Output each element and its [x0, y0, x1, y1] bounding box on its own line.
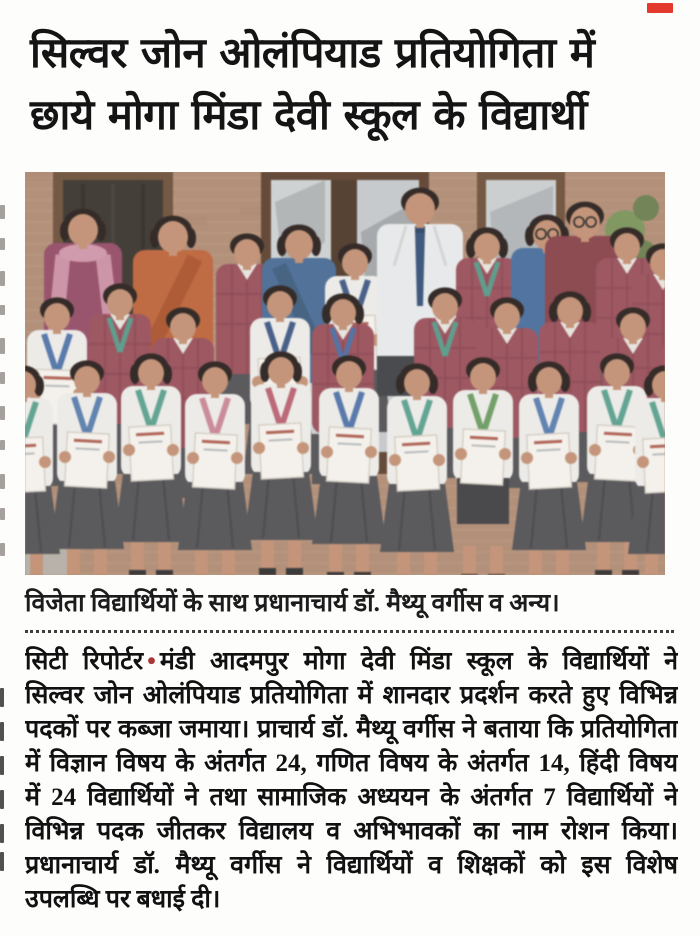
edge-artifact: [0, 722, 4, 741]
edge-artifact: [0, 790, 4, 809]
edge-artifact: [0, 852, 4, 871]
photo-caption: विजेता विद्यार्थियों के साथ प्रधानाचार्य डॉ. मैथ्यू वर्गीस व अन्य।: [25, 590, 560, 617]
article-line: [25, 645, 678, 679]
article-line: में विज्ञान विषय के अंतर्गत 24, गणित विषय के अंतर्गत 14, हिंदी विषय: [25, 750, 678, 777]
edge-artifact: [0, 543, 5, 556]
article-line: में 24 विद्यार्थियों ने तथा सामाजिक अध्ययन के अंतर्गत 7 विद्यार्थियों ने: [25, 784, 678, 811]
edge-artifact: [0, 238, 5, 250]
edge-artifact: [0, 338, 5, 354]
article-line: सिल्वर जोन ओलंपियाड प्रतियोगिता में शानदार प्रदर्शन करते हुए विभिन्न: [25, 682, 678, 709]
edge-artifact: [0, 205, 5, 219]
byline-bullet-icon: •: [147, 648, 156, 675]
article-line-text: मंडी आदमपुर मोगा देवी मिंडा स्कूल के विद्यार्थियों ने: [159, 648, 678, 675]
edge-artifact: [0, 824, 4, 843]
article-line: पदकों पर कब्जा जमाया। प्राचार्य डॉ. मैथ्यू वर्गीस ने बताया कि प्रतियोगिता: [25, 716, 678, 743]
red-marker: [647, 3, 673, 13]
edge-artifact: [0, 440, 5, 450]
group-photo: [25, 172, 665, 575]
edge-artifact: [0, 688, 4, 707]
edge-artifact: [0, 271, 5, 286]
edge-artifact: [0, 372, 5, 384]
byline: सिटी रिपोर्टर: [25, 648, 144, 675]
headline-line-1: सिल्वर जोन ओलंपियाड प्रतियोगिता में: [30, 28, 595, 77]
headline-line-2: छाये मोगा मिंडा देवी स्कूल के विद्यार्थी: [30, 90, 587, 139]
edge-artifact: [0, 406, 5, 420]
article-body: [25, 645, 678, 917]
edge-artifact: [0, 305, 5, 315]
edge-artifact: [0, 756, 4, 775]
edge-artifact: [0, 474, 5, 489]
group-photo-illustration: [25, 172, 665, 575]
article-line: प्रधानाचार्य डॉ. मैथ्यू वर्गीस ने विद्यार्थियों व शिक्षकों को इस विशेष: [25, 852, 678, 879]
edge-artifact: [0, 508, 5, 520]
headline: [30, 22, 676, 146]
article-line: उपलब्धि पर बधाई दी।: [25, 886, 221, 913]
article-line: विभिन्न पदक जीतकर विद्यालय व अभिभावकों का नाम रोशन किया।: [25, 818, 678, 845]
dotted-divider: [25, 630, 674, 633]
